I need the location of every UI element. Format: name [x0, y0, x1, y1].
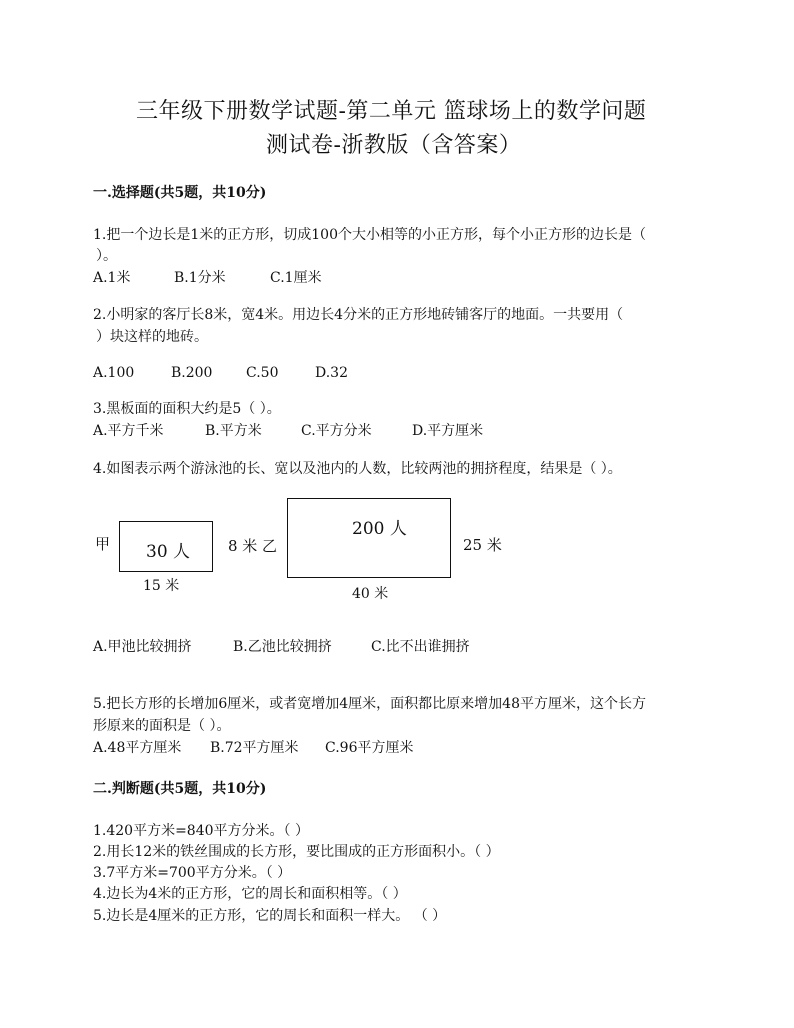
pool1-people: 30 人: [146, 542, 191, 562]
page-title-line1: 三年级下册数学试题-第二单元 篮球场上的数学问题: [136, 99, 647, 124]
pool2-name: 乙: [262, 537, 278, 555]
q3-option-b: B.平方米: [205, 423, 262, 439]
q2-stem-line1: 2.小明家的客厅长8米，宽4米。用边长4分米的正方形地砖铺客厅的地面。一共要用（: [93, 307, 624, 323]
q5-option-b: B.72平方厘米: [210, 740, 299, 756]
q2-option-a: A.100: [93, 365, 135, 381]
q3-option-c: C.平方分米: [301, 423, 372, 439]
judge-item-1: 1.420平方米=840平方分米。（ ）: [93, 823, 309, 839]
pool1-length-label: 15 米: [143, 578, 180, 594]
judge-item-3: 3.7平方米=700平方分米。（ ）: [93, 865, 292, 881]
q4-option-c: C.比不出谁拥挤: [371, 639, 470, 655]
q1-stem-line2: ）。: [96, 248, 117, 264]
page-title-line2: 测试卷-浙教版（含答案）: [266, 133, 522, 158]
q1-stem-line1: 1.把一个边长是1米的正方形，切成100个大小相等的小正方形，每个小正方形的边长是（: [93, 227, 646, 243]
judge-item-4: 4.边长为4米的正方形，它的周长和面积相等。（ ）: [93, 886, 407, 902]
q3-option-d: D.平方厘米: [412, 423, 484, 439]
section2-heading: 二.判断题(共5题，共10分): [93, 781, 267, 797]
pool2-width-label: 25 米: [463, 536, 502, 554]
q2-option-b: B.200: [171, 365, 213, 381]
q4-option-b: B.乙池比较拥挤: [233, 639, 332, 655]
q2-option-c: C.50: [246, 365, 279, 381]
q5-option-c: C.96平方厘米: [325, 740, 414, 756]
pool1-name: 甲: [95, 535, 111, 553]
judge-item-2: 2.用长12米的铁丝围成的长方形，要比围成的正方形面积小。（ ）: [93, 844, 500, 860]
q5-stem-line1: 5.把长方形的长增加6厘米，或者宽增加4厘米，面积都比原来增加48平方厘米，这个长方: [93, 696, 646, 712]
q4-stem: 4.如图表示两个游泳池的长、宽以及池内的人数，比较两池的拥挤程度，结果是（ ）。: [93, 461, 622, 477]
q4-option-a: A.甲池比较拥挤: [93, 639, 192, 655]
q5-stem-line2: 形原来的面积是（ ）。: [93, 718, 231, 734]
pool2-people: 200 人: [352, 519, 407, 539]
section1-heading: 一.选择题(共5题，共10分): [93, 185, 267, 201]
judge-item-5: 5.边长是4厘米的正方形，它的周长和面积一样大。 （ ）: [93, 908, 447, 924]
q1-option-b: B.1分米: [174, 270, 226, 286]
q2-stem-line2: ）块这样的地砖。: [96, 329, 208, 345]
pool1-width-label: 8 米: [228, 537, 258, 555]
q1-option-a: A.1米: [93, 270, 131, 286]
pool2-length-label: 40 米: [352, 586, 389, 602]
q5-option-a: A.48平方厘米: [93, 740, 182, 756]
q3-stem: 3.黑板面的面积大约是5（ ）。: [93, 401, 281, 417]
q3-option-a: A.平方千米: [93, 423, 164, 439]
q2-option-d: D.32: [315, 365, 348, 381]
q1-option-c: C.1厘米: [270, 270, 322, 286]
